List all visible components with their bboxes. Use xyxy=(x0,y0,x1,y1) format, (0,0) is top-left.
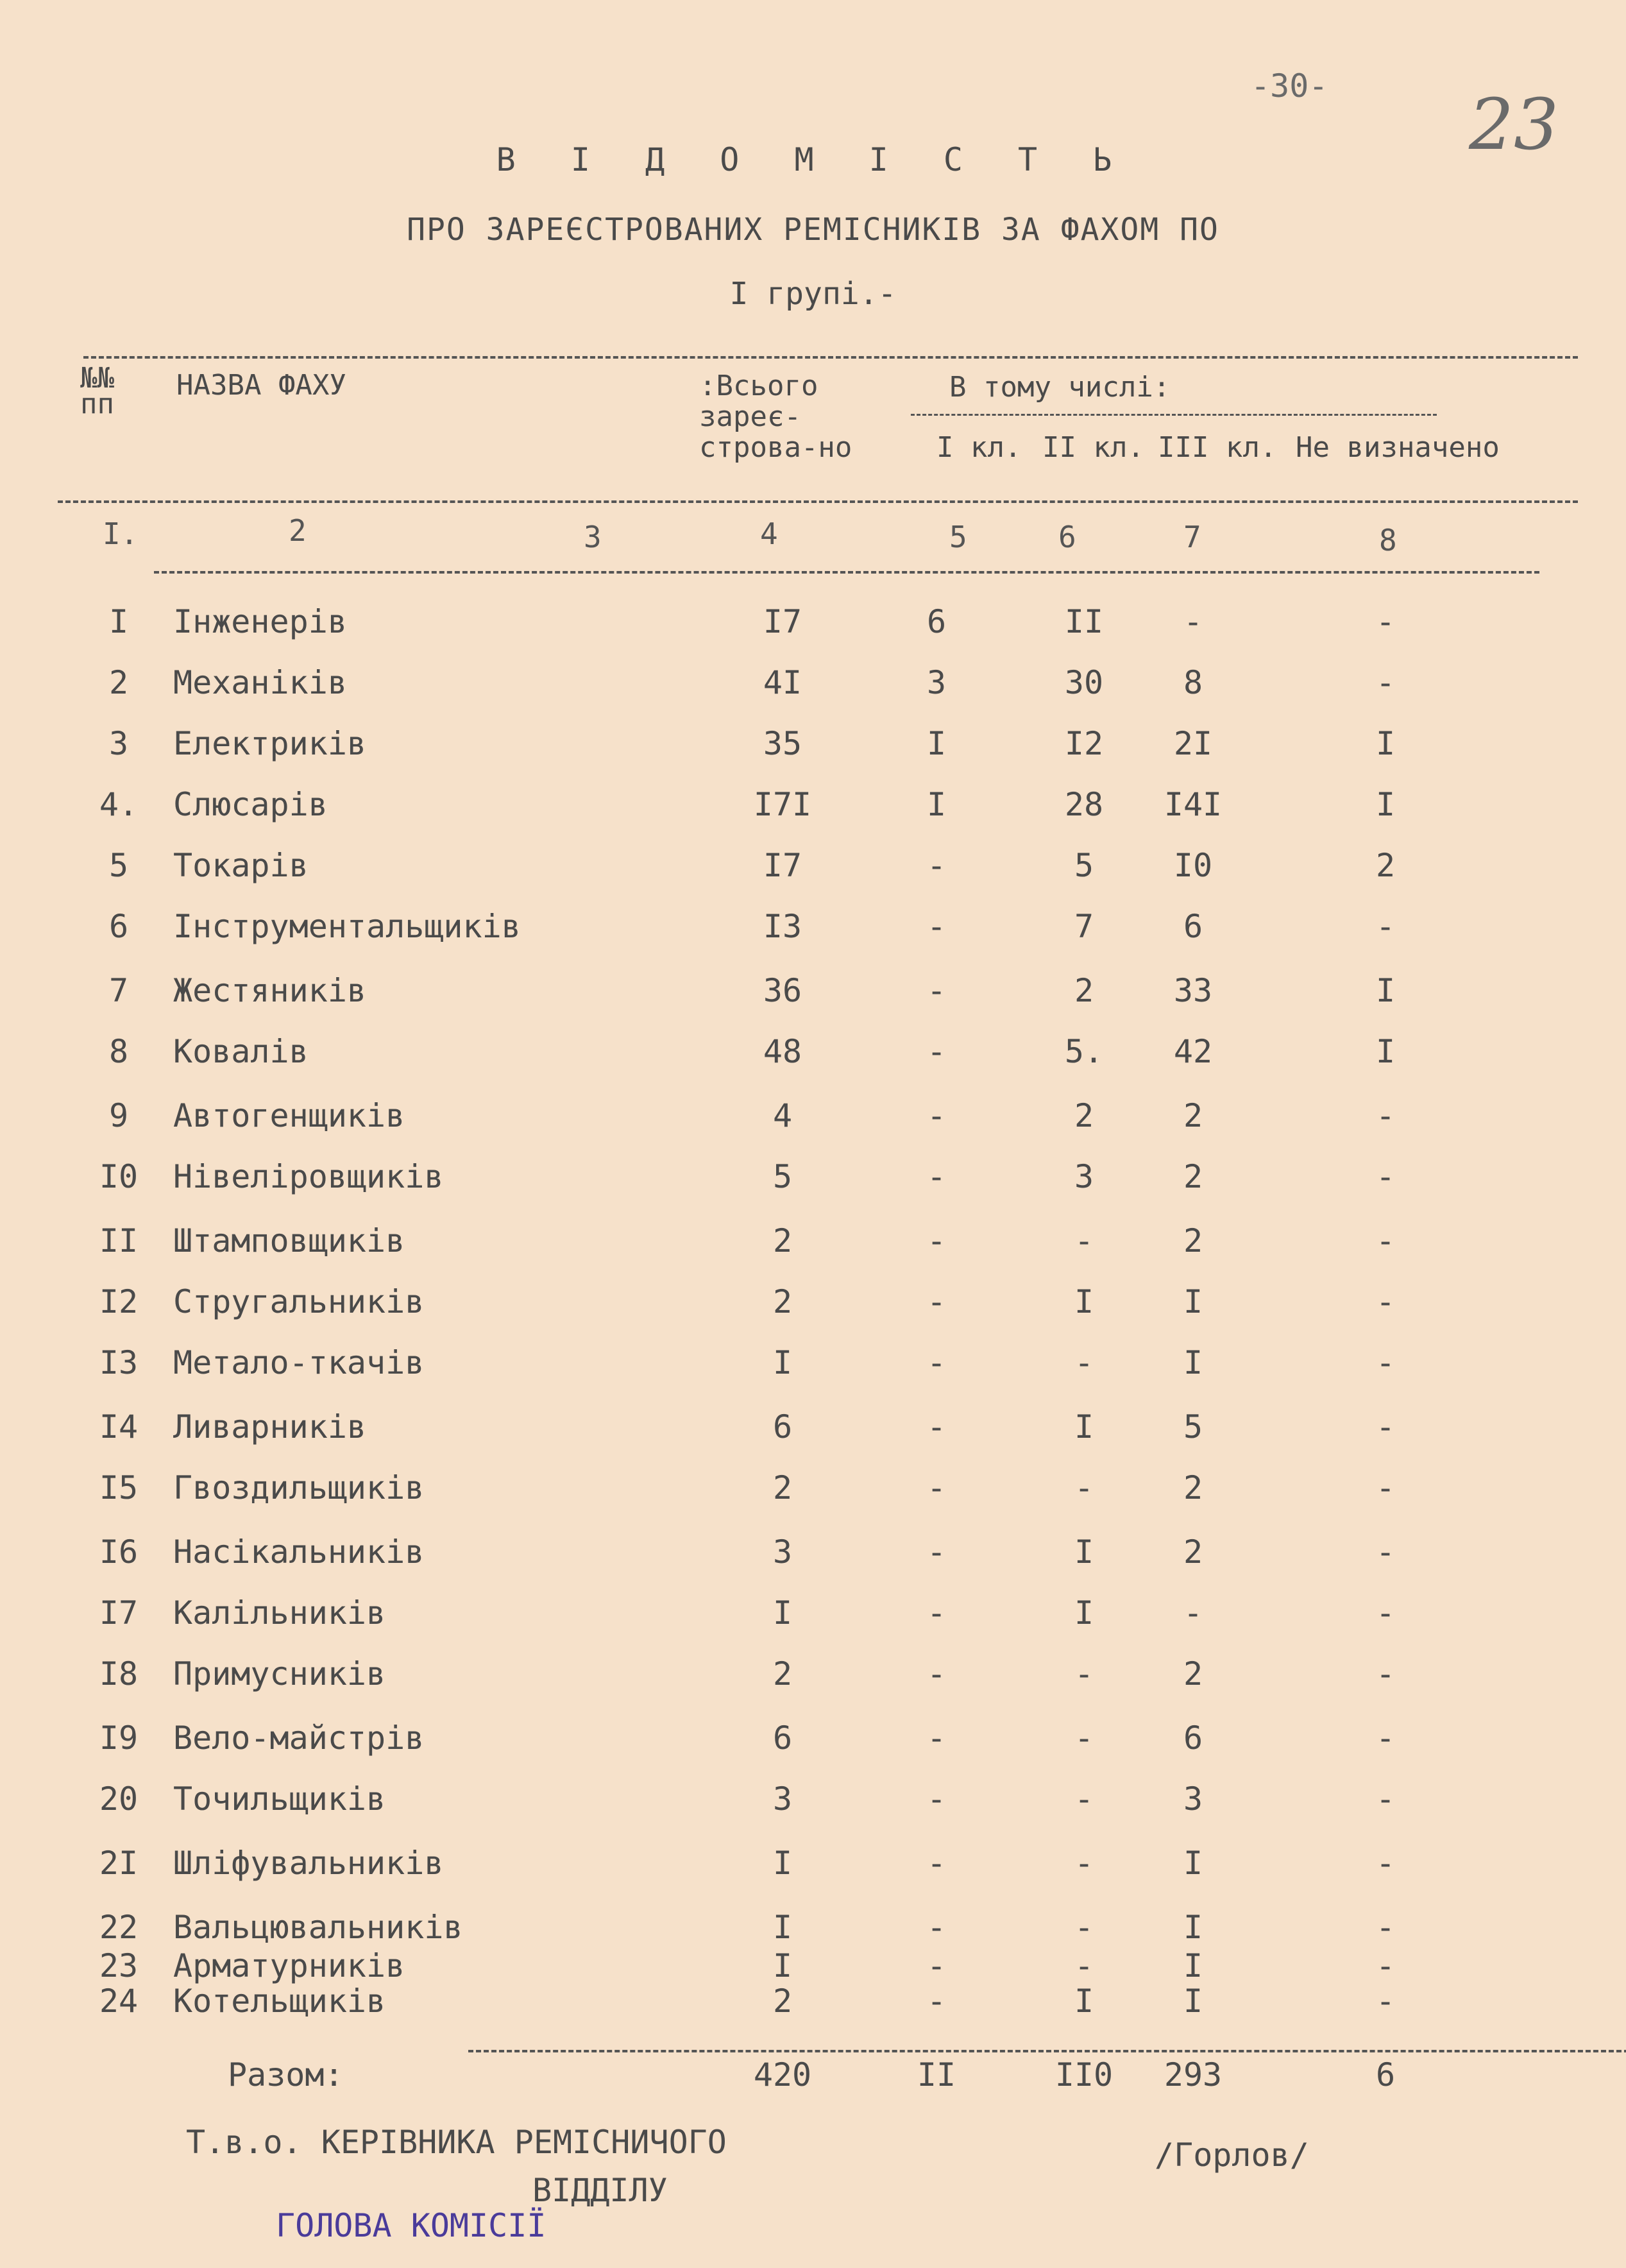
totals-class-3: 293 xyxy=(1164,2056,1223,2093)
class-3-count: І xyxy=(1183,1283,1203,1320)
column-number-1: І. xyxy=(103,516,139,551)
class-1-count: - xyxy=(926,1780,947,1818)
undefined-count: - xyxy=(1375,1283,1396,1320)
profession-name: Механіків xyxy=(173,664,347,701)
class-3-count: 2 xyxy=(1183,1469,1203,1506)
header-undefined: Не визначено xyxy=(1296,431,1500,464)
class-3-count: І xyxy=(1183,1909,1203,1946)
row-number: І5 xyxy=(99,1469,139,1506)
registered-total: 4 xyxy=(772,1097,793,1134)
profession-name: Калільників xyxy=(173,1594,386,1632)
class-2-count: - xyxy=(1074,1344,1094,1381)
class-3-count: 8 xyxy=(1183,664,1203,701)
profession-name: Вальцювальників xyxy=(173,1909,463,1946)
registered-total: 4І xyxy=(763,664,802,701)
table-row xyxy=(0,1033,1626,1084)
registered-total: 3 xyxy=(772,1780,793,1818)
profession-name: Стругальників xyxy=(173,1283,425,1320)
undefined-count: - xyxy=(1375,1469,1396,1506)
signature-title: Т.в.о. КЕРІВНИКА РЕМІСНИЧОГО xyxy=(186,2124,727,2161)
class-2-count: - xyxy=(1074,1719,1094,1757)
profession-name: Ливарників xyxy=(173,1408,367,1445)
registered-total: І xyxy=(772,1845,793,1882)
class-3-count: 2 xyxy=(1183,1097,1203,1134)
class-1-count: - xyxy=(926,1719,947,1757)
class-1-count: - xyxy=(926,1982,947,2020)
row-number: 9 xyxy=(108,1097,129,1134)
undefined-count: - xyxy=(1375,908,1396,945)
column-number-7: 7 xyxy=(1183,520,1201,554)
header-including: В тому числі: xyxy=(949,371,1171,404)
profession-name: Штамповщиків xyxy=(173,1222,405,1259)
class-2-count: І xyxy=(1074,1408,1094,1445)
table-row xyxy=(0,1845,1626,1896)
class-1-count: - xyxy=(926,1845,947,1882)
class-1-count: - xyxy=(926,1947,947,1984)
profession-name: Арматурників xyxy=(173,1947,405,1984)
registered-total: 6 xyxy=(772,1719,793,1757)
undefined-count: - xyxy=(1375,1780,1396,1818)
class-1-count: - xyxy=(926,1097,947,1134)
table-row xyxy=(0,1780,1626,1832)
row-number: І6 xyxy=(99,1533,139,1571)
registered-total: І xyxy=(772,1594,793,1632)
registered-total: І7 xyxy=(763,603,802,640)
table-row xyxy=(0,1222,1626,1274)
undefined-count: - xyxy=(1375,1719,1396,1757)
class-1-count: - xyxy=(926,908,947,945)
column-number-6: 6 xyxy=(1058,520,1076,554)
totals-rule xyxy=(468,2050,1626,2052)
header-top-rule xyxy=(83,356,1578,359)
table-row xyxy=(0,1283,1626,1334)
header-number: №№ пп xyxy=(80,362,114,420)
row-number: І2 xyxy=(99,1283,139,1320)
row-number: І8 xyxy=(99,1655,139,1692)
undefined-count: І xyxy=(1375,725,1396,762)
row-number: І xyxy=(108,603,129,640)
row-number: І0 xyxy=(99,1158,139,1195)
class-2-count: І xyxy=(1074,1533,1094,1571)
class-1-count: І xyxy=(926,725,947,762)
class-2-count: І xyxy=(1074,1283,1094,1320)
class-2-count: 7 xyxy=(1074,908,1094,945)
registered-total: 3 xyxy=(772,1533,793,1571)
class-1-count: - xyxy=(926,1222,947,1259)
class-1-count: - xyxy=(926,1283,947,1320)
class-2-count: 5 xyxy=(1074,847,1094,884)
table-row xyxy=(0,1719,1626,1771)
document-subtitle: ПРО ЗАРЕЄСТРОВАНИХ РЕМІСНИКІВ ЗА ФАХОМ ПО xyxy=(407,212,1219,248)
undefined-count: - xyxy=(1375,603,1396,640)
class-3-count: 2І xyxy=(1173,725,1213,762)
table-row xyxy=(0,786,1626,837)
registered-total: І xyxy=(772,1909,793,1946)
column-number-3: 3 xyxy=(584,520,602,554)
undefined-count: - xyxy=(1375,1408,1396,1445)
table-row xyxy=(0,1594,1626,1646)
class-2-count: ІІ xyxy=(1064,603,1104,640)
registered-total: 2 xyxy=(772,1655,793,1692)
table-row xyxy=(0,1469,1626,1521)
table-row xyxy=(0,1982,1626,2034)
class-2-count: 28 xyxy=(1064,786,1104,823)
class-2-count: І2 xyxy=(1064,725,1104,762)
profession-name: Примусників xyxy=(173,1655,386,1692)
undefined-count: - xyxy=(1375,1158,1396,1195)
document-title: В І Д О М І С Т Ь xyxy=(496,141,1130,178)
undefined-count: - xyxy=(1375,1982,1396,2020)
totals-class-2: ІІ0 xyxy=(1054,2056,1114,2093)
header-total: :Всього зареє-строва-но xyxy=(699,370,852,464)
registered-total: 48 xyxy=(763,1033,802,1070)
signature-department: ВІДДІЛУ xyxy=(532,2172,668,2209)
class-1-count: - xyxy=(926,1533,947,1571)
undefined-count: 2 xyxy=(1375,847,1396,884)
header-class-3: ІІІ кл. xyxy=(1158,431,1277,464)
class-3-count: І xyxy=(1183,1947,1203,1984)
undefined-count: - xyxy=(1375,664,1396,701)
class-2-count: 30 xyxy=(1064,664,1104,701)
header-bottom-rule xyxy=(58,500,1578,503)
undefined-count: - xyxy=(1375,1344,1396,1381)
class-1-count: 3 xyxy=(926,664,947,701)
class-1-count: І xyxy=(926,786,947,823)
registered-total: 2 xyxy=(772,1469,793,1506)
undefined-count: - xyxy=(1375,1533,1396,1571)
column-number-2: 2 xyxy=(289,513,307,548)
class-1-count: - xyxy=(926,1594,947,1632)
registered-total: І xyxy=(772,1947,793,1984)
column-number-4: 4 xyxy=(760,516,778,551)
page-number: -30- xyxy=(1251,67,1328,105)
commission-chair-stamp: ГОЛОВА КОМІСІЇ xyxy=(276,2207,546,2244)
row-number: 22 xyxy=(99,1909,139,1946)
class-1-count: - xyxy=(926,972,947,1009)
class-2-count: - xyxy=(1074,1947,1094,1984)
column-number-8: 8 xyxy=(1379,523,1397,558)
registered-total: 5 xyxy=(772,1158,793,1195)
profession-name: Ковалів xyxy=(173,1033,309,1070)
class-1-count: - xyxy=(926,1158,947,1195)
profession-name: Гвоздильщиків xyxy=(173,1469,425,1506)
class-1-count: - xyxy=(926,1909,947,1946)
profession-name: Жестяників xyxy=(173,972,367,1009)
registered-total: 36 xyxy=(763,972,802,1009)
row-number: 20 xyxy=(99,1780,139,1818)
undefined-count: - xyxy=(1375,1909,1396,1946)
class-1-count: - xyxy=(926,847,947,884)
totals-undefined: 6 xyxy=(1375,2056,1396,2093)
class-1-count: - xyxy=(926,1408,947,1445)
row-number: І9 xyxy=(99,1719,139,1757)
row-number: 5 xyxy=(108,847,129,884)
class-3-count: - xyxy=(1183,603,1203,640)
class-2-count: І xyxy=(1074,1594,1094,1632)
profession-name: Слюсарів xyxy=(173,786,328,823)
undefined-count: - xyxy=(1375,1594,1396,1632)
row-number: 2 xyxy=(108,664,129,701)
profession-name: Вело-майстрів xyxy=(173,1719,425,1757)
class-3-count: 2 xyxy=(1183,1158,1203,1195)
profession-name: Шліфувальників xyxy=(173,1845,444,1882)
profession-name: Метало-ткачів xyxy=(173,1344,425,1381)
document-group: І групі.- xyxy=(729,276,897,312)
table-row xyxy=(0,1344,1626,1395)
registered-total: 2 xyxy=(772,1283,793,1320)
registered-total: І7І xyxy=(753,786,812,823)
class-3-count: І xyxy=(1183,1982,1203,2020)
class-2-count: - xyxy=(1074,1469,1094,1506)
row-number: 24 xyxy=(99,1982,139,2020)
class-3-count: 6 xyxy=(1183,908,1203,945)
class-3-count: 2 xyxy=(1183,1222,1203,1259)
class-1-count: 6 xyxy=(926,603,947,640)
table-row xyxy=(0,1408,1626,1460)
registered-total: І3 xyxy=(763,908,802,945)
profession-name: Інженерів xyxy=(173,603,347,640)
class-2-count: - xyxy=(1074,1845,1094,1882)
undefined-count: І xyxy=(1375,786,1396,823)
profession-name: Токарів xyxy=(173,847,309,884)
row-number: І3 xyxy=(99,1344,139,1381)
totals-registered: 420 xyxy=(753,2056,812,2093)
header-class-2: ІІ кл. xyxy=(1042,431,1144,464)
class-1-count: - xyxy=(926,1033,947,1070)
class-3-count: 5 xyxy=(1183,1408,1203,1445)
totals-class-1: ІІ xyxy=(917,2056,956,2093)
class-3-count: 2 xyxy=(1183,1655,1203,1692)
undefined-count: І xyxy=(1375,972,1396,1009)
row-number: І7 xyxy=(99,1594,139,1632)
profession-name: Інструментальщиків xyxy=(173,908,521,945)
class-2-count: - xyxy=(1074,1222,1094,1259)
class-2-count: - xyxy=(1074,1655,1094,1692)
class-2-count: 5. xyxy=(1064,1033,1104,1070)
profession-name: Електриків xyxy=(173,725,367,762)
totals-label: Разом: xyxy=(228,2056,344,2093)
class-2-count: 3 xyxy=(1074,1158,1094,1195)
table-row xyxy=(0,1533,1626,1585)
header-class-1: І кл. xyxy=(936,431,1022,464)
class-3-count: І xyxy=(1183,1845,1203,1882)
undefined-count: - xyxy=(1375,1097,1396,1134)
profession-name: Насікальників xyxy=(173,1533,425,1571)
table-row xyxy=(0,1097,1626,1148)
row-number: ІІ xyxy=(99,1222,139,1259)
undefined-count: І xyxy=(1375,1033,1396,1070)
row-number: 4. xyxy=(99,786,139,823)
profession-name: Котельщиків xyxy=(173,1982,386,2020)
class-3-count: 6 xyxy=(1183,1719,1203,1757)
class-2-count: 2 xyxy=(1074,972,1094,1009)
column-number-5: 5 xyxy=(949,520,967,554)
signatory-name: /Горлов/ xyxy=(1155,2136,1309,2174)
class-3-count: І0 xyxy=(1173,847,1213,884)
row-number: 23 xyxy=(99,1947,139,1984)
totals-row xyxy=(0,2056,1626,2108)
profession-name: Автогенщиків xyxy=(173,1097,405,1134)
class-2-count: 2 xyxy=(1074,1097,1094,1134)
registered-total: 6 xyxy=(772,1408,793,1445)
row-number: 6 xyxy=(108,908,129,945)
class-3-count: І4І xyxy=(1164,786,1223,823)
class-3-count: 33 xyxy=(1173,972,1213,1009)
class-2-count: І xyxy=(1074,1982,1094,2020)
profession-name: Нівеліровщиків xyxy=(173,1158,444,1195)
table-row xyxy=(0,664,1626,715)
row-number: 3 xyxy=(108,725,129,762)
table-row xyxy=(0,1158,1626,1209)
undefined-count: - xyxy=(1375,1845,1396,1882)
registered-total: 2 xyxy=(772,1982,793,2020)
class-1-count: - xyxy=(926,1344,947,1381)
table-row xyxy=(0,908,1626,959)
column-numbers-rule xyxy=(154,571,1539,574)
class-3-count: І xyxy=(1183,1344,1203,1381)
table-row xyxy=(0,603,1626,654)
class-3-count: 2 xyxy=(1183,1533,1203,1571)
undefined-count: - xyxy=(1375,1655,1396,1692)
profession-name: Точильщиків xyxy=(173,1780,386,1818)
class-3-count: 3 xyxy=(1183,1780,1203,1818)
row-number: 8 xyxy=(108,1033,129,1070)
row-number: 2І xyxy=(99,1845,139,1882)
class-2-count: - xyxy=(1074,1780,1094,1818)
registered-total: І xyxy=(772,1344,793,1381)
class-2-count: - xyxy=(1074,1909,1094,1946)
registered-total: 35 xyxy=(763,725,802,762)
class-3-count: 42 xyxy=(1173,1033,1213,1070)
class-3-count: - xyxy=(1183,1594,1203,1632)
table-row xyxy=(0,972,1626,1023)
row-number: 7 xyxy=(108,972,129,1009)
class-1-count: - xyxy=(926,1655,947,1692)
header-name: НАЗВА ФАХУ xyxy=(176,369,346,402)
row-number: І4 xyxy=(99,1408,139,1445)
table-row xyxy=(0,1655,1626,1707)
table-row xyxy=(0,725,1626,776)
registered-total: 2 xyxy=(772,1222,793,1259)
registered-total: І7 xyxy=(763,847,802,884)
header-sub-rule xyxy=(911,414,1437,416)
table-row xyxy=(0,847,1626,898)
undefined-count: - xyxy=(1375,1222,1396,1259)
handwritten-folio-number: 23 xyxy=(1469,83,1559,166)
undefined-count: - xyxy=(1375,1947,1396,1984)
class-1-count: - xyxy=(926,1469,947,1506)
